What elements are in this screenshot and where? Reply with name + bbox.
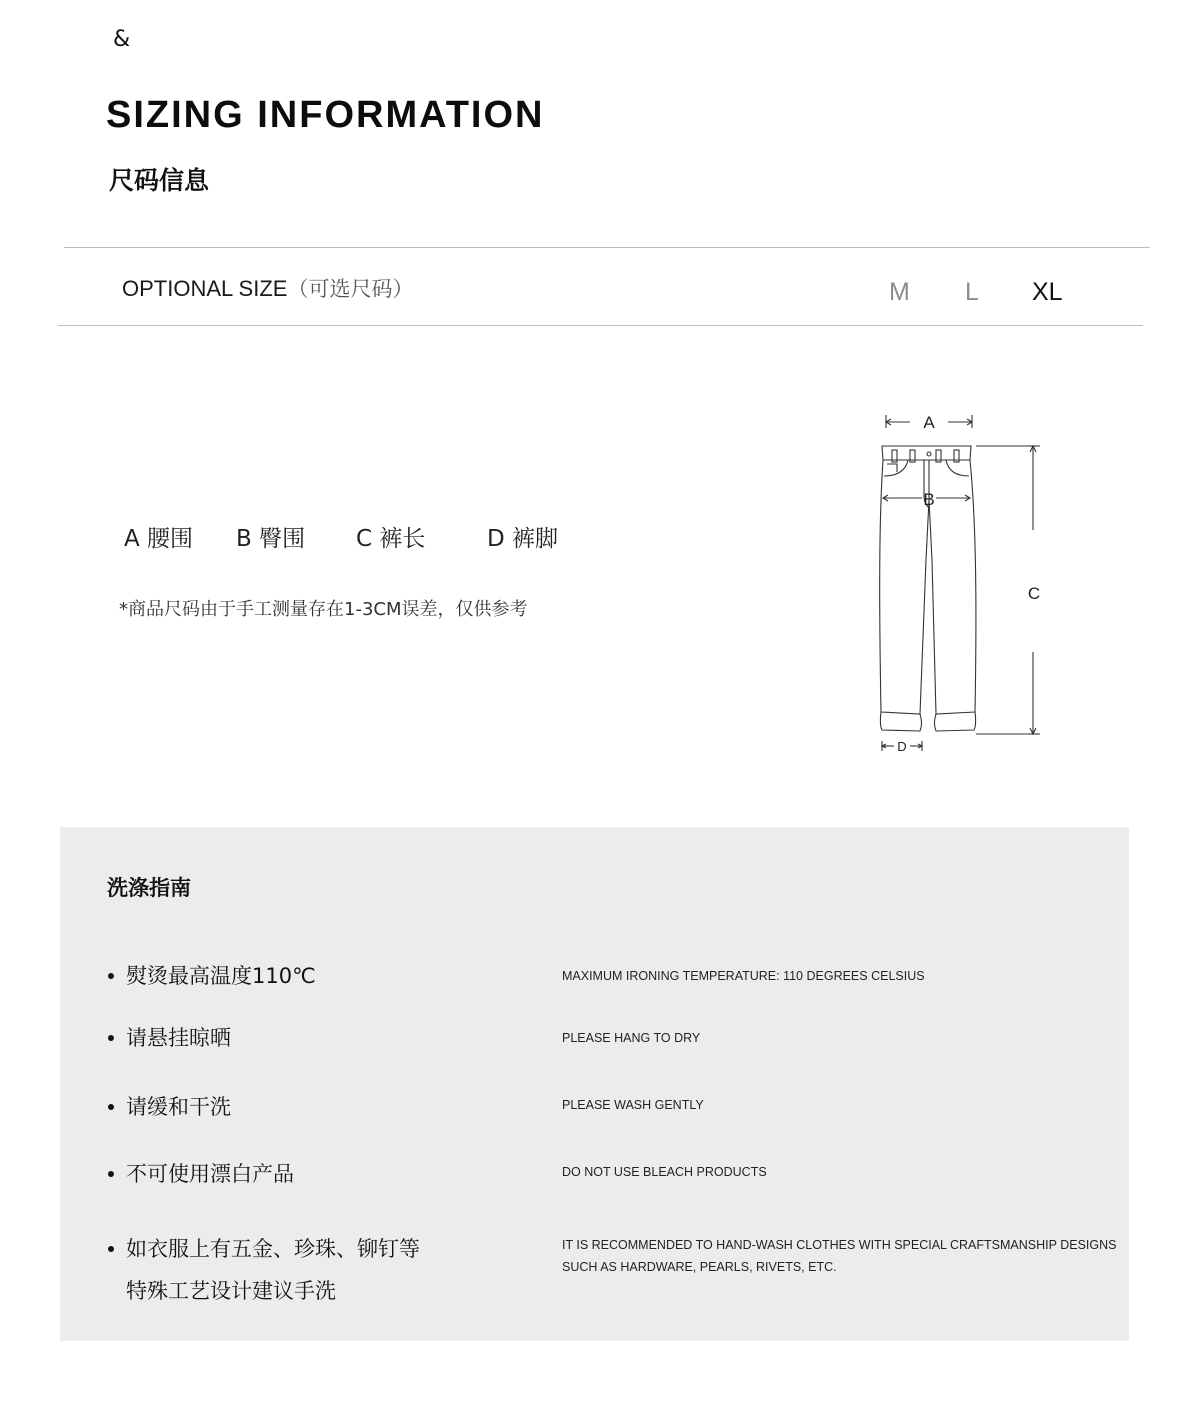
coin-pocket [887,464,897,472]
size-selector-label [122,274,413,304]
size-option-l[interactable]: L [965,278,979,306]
pants-diagram [860,400,1060,770]
size-selector-label-zh: （可选尺码） [287,277,414,301]
measure-d-key: D [487,526,505,552]
care-item-en-line1: IT IS RECOMMENDED TO HAND-WASH CLOTHES WITH SPECIAL CRAFTSMANSHIP DESIGNS [562,1238,1117,1252]
bullet-icon [108,1104,114,1110]
dim-d-label: D [897,739,907,754]
care-item-zh: 请缓和干洗 [126,1095,231,1119]
cuff-left [880,712,921,731]
care-item-zh-line1: 如衣服上有五金、珍珠、铆钉等 [126,1237,420,1261]
measure-b-label: 臀围 [259,526,306,552]
measure-c [356,522,425,556]
care-item-zh: 熨烫最高温度110℃ [126,964,316,988]
care-guide-panel [60,827,1129,1341]
care-item-zh: 不可使用漂白产品 [126,1162,294,1186]
bullet-icon [108,1246,114,1252]
page-title: SIZING INFORMATION [106,94,545,136]
divider-bottom [58,325,1143,326]
size-option-m[interactable]: M [889,278,910,306]
size-selector-label-en: OPTIONAL SIZE [122,276,288,301]
care-guide-title: 洗涤指南 [107,876,191,900]
care-item-zh: 请悬挂晾晒 [126,1026,231,1050]
dim-c-label: C [1027,584,1041,603]
care-item-en: DO NOT USE BLEACH PRODUCTS [562,1165,767,1179]
measure-a-key: A [124,526,140,552]
bullet-icon [108,1035,114,1041]
measure-b-key: B [236,526,252,552]
measure-a [124,522,193,556]
cuff-right [935,712,976,731]
brand-mark: & [113,27,131,52]
measure-c-key: C [356,526,373,552]
measure-c-label: 裤长 [379,526,426,552]
measurement-note: *商品尺码由于手工测量存在1-3CM误差，仅供参考 [119,599,528,620]
bullet-icon [108,973,114,979]
measure-d [487,522,558,556]
waistband [882,446,971,460]
care-item-zh-line2: 特殊工艺设计建议手洗 [126,1279,336,1303]
care-item-en: PLEASE HANG TO DRY [562,1031,701,1045]
button [927,452,931,456]
page-subtitle: 尺码信息 [109,166,210,195]
care-item-en-line2: SUCH AS HARDWARE, PEARLS, RIVETS, ETC. [562,1260,837,1274]
measure-a-label: 腰围 [147,526,194,552]
measure-b [236,522,305,556]
care-item-en: MAXIMUM IRONING TEMPERATURE: 110 DEGREES CELSIUS [562,969,925,983]
size-option-xl[interactable]: XL [1032,278,1063,306]
care-item-en: PLEASE WASH GENTLY [562,1098,704,1112]
dim-b-label: B [923,490,935,509]
bullet-icon [108,1171,114,1177]
dim-a-label: A [923,413,935,432]
divider-top [64,247,1150,248]
measure-d-label: 裤脚 [512,526,559,552]
